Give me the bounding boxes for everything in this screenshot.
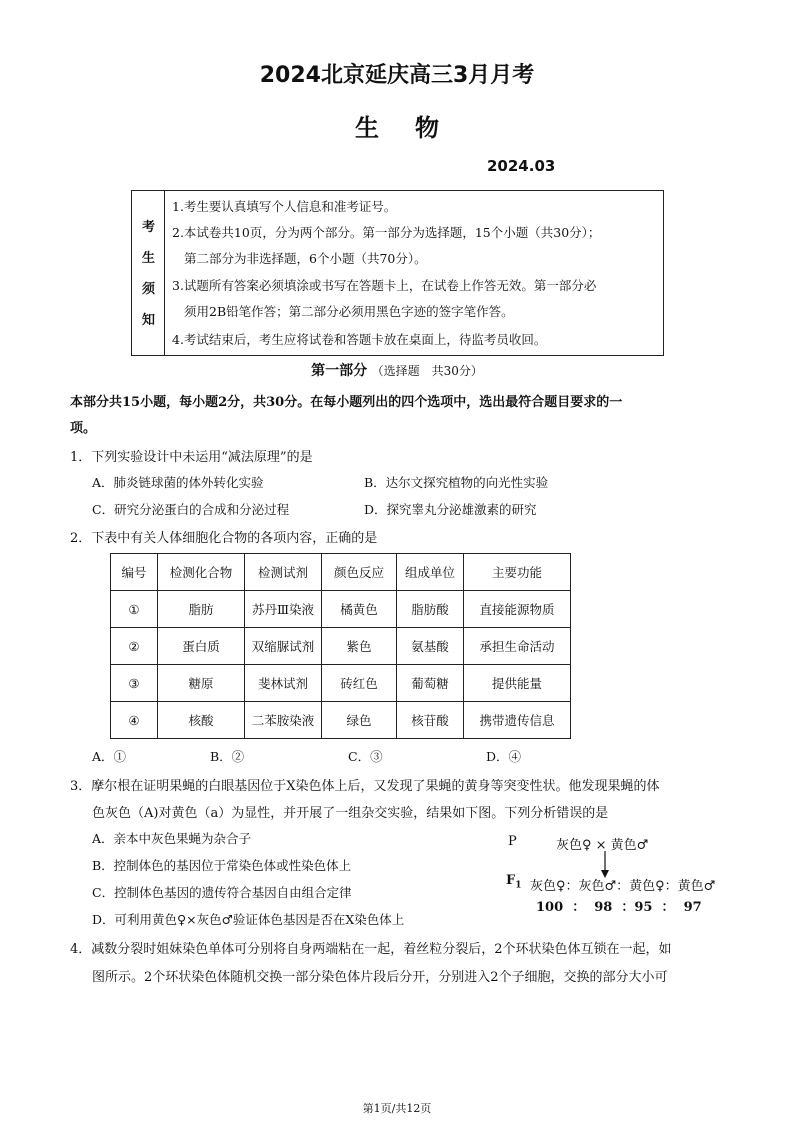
table-cell: 二苯胺染液 bbox=[245, 702, 322, 739]
q2-option-c: C．③ bbox=[348, 749, 383, 764]
q2-stem: 2．下表中有关人体细胞化合物的各项内容，正确的是 bbox=[70, 531, 378, 546]
table-cell: 携带遗传信息 bbox=[464, 702, 571, 739]
table-row bbox=[111, 628, 571, 665]
notice-label bbox=[132, 191, 165, 355]
q4-stem-line2: 图所示。2个环状染色体随机交换一部分染色体片段后分开，分别进入2个子细胞，交换的部分大小可 bbox=[92, 970, 668, 985]
notice-line: 4.考试结束后，考生应将试卷和答题卡放在桌面上，待监考员收回。 bbox=[172, 332, 547, 347]
table-header-cell: 检测试剂 bbox=[245, 554, 322, 591]
q3-stem-line2: 色灰色（A)对黄色（a）为显性，并开展了一组杂交实验，结果如下图。下列分析错误的是 bbox=[92, 806, 609, 821]
table-cell: 糖原 bbox=[158, 665, 245, 702]
notice-line: 3.试题所有答案必须填涂或书写在答题卡上，在试卷上作答无效。第一部分必 bbox=[172, 278, 597, 293]
table-cell: ① bbox=[111, 591, 158, 628]
q1-option-d: D．探究睾丸分泌雄激素的研究 bbox=[364, 502, 537, 517]
notice-line: 2.本试卷共10页，分为两个部分。第一部分为选择题，15个小题（共30分）； bbox=[172, 225, 601, 240]
table-cell: 蛋白质 bbox=[158, 628, 245, 665]
page-footer: 第1页/共12页 bbox=[362, 1102, 432, 1115]
q1-stem: 1．下列实验设计中未运用“减法原理”的是 bbox=[70, 450, 313, 465]
exam-title: 2024北京延庆高三3月月考 bbox=[259, 63, 535, 88]
diagram-f1-label: $F_1$ bbox=[506, 873, 522, 891]
q2-option-a: A．① bbox=[92, 749, 127, 764]
table-header-cell: 颜色反应 bbox=[322, 554, 397, 591]
table-cell: ③ bbox=[111, 665, 158, 702]
notice-line: 1.考生要认真填写个人信息和准考证号。 bbox=[172, 199, 397, 214]
q2-table bbox=[110, 553, 571, 739]
section-instruction: 本部分共15小题，每小题2分，共30分。在每小题列出的四个选项中，选出最符合题目要求的一 bbox=[70, 395, 623, 410]
table-row bbox=[111, 591, 571, 628]
table-cell: 砖红色 bbox=[322, 665, 397, 702]
table-cell: 氨基酸 bbox=[397, 628, 464, 665]
notice-line: 须用2B铅笔作答；第二部分必须用黑色字迹的签字笔作答。 bbox=[184, 304, 514, 319]
q2-option-b: B．② bbox=[210, 749, 245, 764]
table-cell: 苏丹Ⅲ染液 bbox=[245, 591, 322, 628]
q3-option-b: B．控制体色的基因位于常染色体或性染色体上 bbox=[92, 858, 352, 873]
table-cell: 紫色 bbox=[322, 628, 397, 665]
q3-option-a: A．亲本中灰色果蝇为杂合子 bbox=[92, 831, 252, 846]
q3-option-c: C．控制体色基因的遗传符合基因自由组合定律 bbox=[92, 885, 352, 900]
diagram-f1-ratio: 100 ： 98 ：95 ： 97 bbox=[536, 900, 702, 915]
table-cell: 橘黄色 bbox=[322, 591, 397, 628]
table-header-cell: 主要功能 bbox=[464, 554, 571, 591]
table-header-cell: 检测化合物 bbox=[158, 554, 245, 591]
q3-cross-diagram bbox=[502, 832, 762, 917]
table-cell: ④ bbox=[111, 702, 158, 739]
table-cell: 脂肪酸 bbox=[397, 591, 464, 628]
table-header-cell: 组成单位 bbox=[397, 554, 464, 591]
notice-label-char: 生 bbox=[141, 251, 155, 266]
table-header-cell: 编号 bbox=[111, 554, 158, 591]
q3-option-d: D．可利用黄色♀×灰色♂验证体色基因是否在X染色体上 bbox=[92, 912, 405, 927]
table-row bbox=[111, 665, 571, 702]
notice-label-char: 考 bbox=[141, 220, 155, 235]
q3-stem-line1: 3．摩尔根在证明果蝇的白眼基因位于X染色体上后，又发现了果蝇的黄身等突变性状。他发现果蝇的体 bbox=[70, 779, 660, 794]
q4-stem-line1: 4．减数分裂时姐妹染色单体可分别将自身两端粘在一起，着丝粒分裂后，2个环状染色体互锁在一起，如 bbox=[70, 942, 672, 957]
section-heading bbox=[0, 360, 794, 380]
diagram-p-label: P bbox=[508, 834, 517, 849]
diagram-f1-phenotypes: 灰色♀：灰色♂：黄色♀：黄色♂ bbox=[530, 879, 716, 894]
q1-option-a: A．肺炎链球菌的体外转化实验 bbox=[92, 475, 264, 490]
notice-line: 第二部分为非选择题，6个小题（共70分）。 bbox=[184, 251, 427, 266]
table-cell: 斐林试剂 bbox=[245, 665, 322, 702]
table-cell: 绿色 bbox=[322, 702, 397, 739]
table-cell: 核苷酸 bbox=[397, 702, 464, 739]
exam-date: 2024.03 bbox=[487, 157, 556, 175]
table-row bbox=[111, 702, 571, 739]
section-subtitle: （选择题 共30分） bbox=[371, 364, 483, 378]
section-title: 第一部分 bbox=[311, 363, 368, 379]
table-header-row bbox=[111, 554, 571, 591]
table-cell: 承担生命活动 bbox=[464, 628, 571, 665]
table-cell: 直接能源物质 bbox=[464, 591, 571, 628]
diagram-parental-cross: 灰色♀ × 黄色♂ bbox=[556, 838, 649, 853]
table-cell: ② bbox=[111, 628, 158, 665]
table-cell: 提供能量 bbox=[464, 665, 571, 702]
table-cell: 葡萄糖 bbox=[397, 665, 464, 702]
notice-label-char: 知 bbox=[141, 313, 155, 328]
exam-subject: 生物 bbox=[355, 114, 475, 142]
q2-option-d: D．④ bbox=[486, 749, 522, 764]
table-cell: 双缩脲试剂 bbox=[245, 628, 322, 665]
notice-label-char: 须 bbox=[141, 282, 155, 297]
notice-box bbox=[131, 190, 664, 356]
section-instruction-cont: 项。 bbox=[70, 421, 97, 436]
q1-option-c: C．研究分泌蛋白的合成和分泌过程 bbox=[92, 502, 290, 517]
q1-option-b: B．达尔文探究植物的向光性实验 bbox=[364, 475, 549, 490]
table-cell: 脂肪 bbox=[158, 591, 245, 628]
table-cell: 核酸 bbox=[158, 702, 245, 739]
